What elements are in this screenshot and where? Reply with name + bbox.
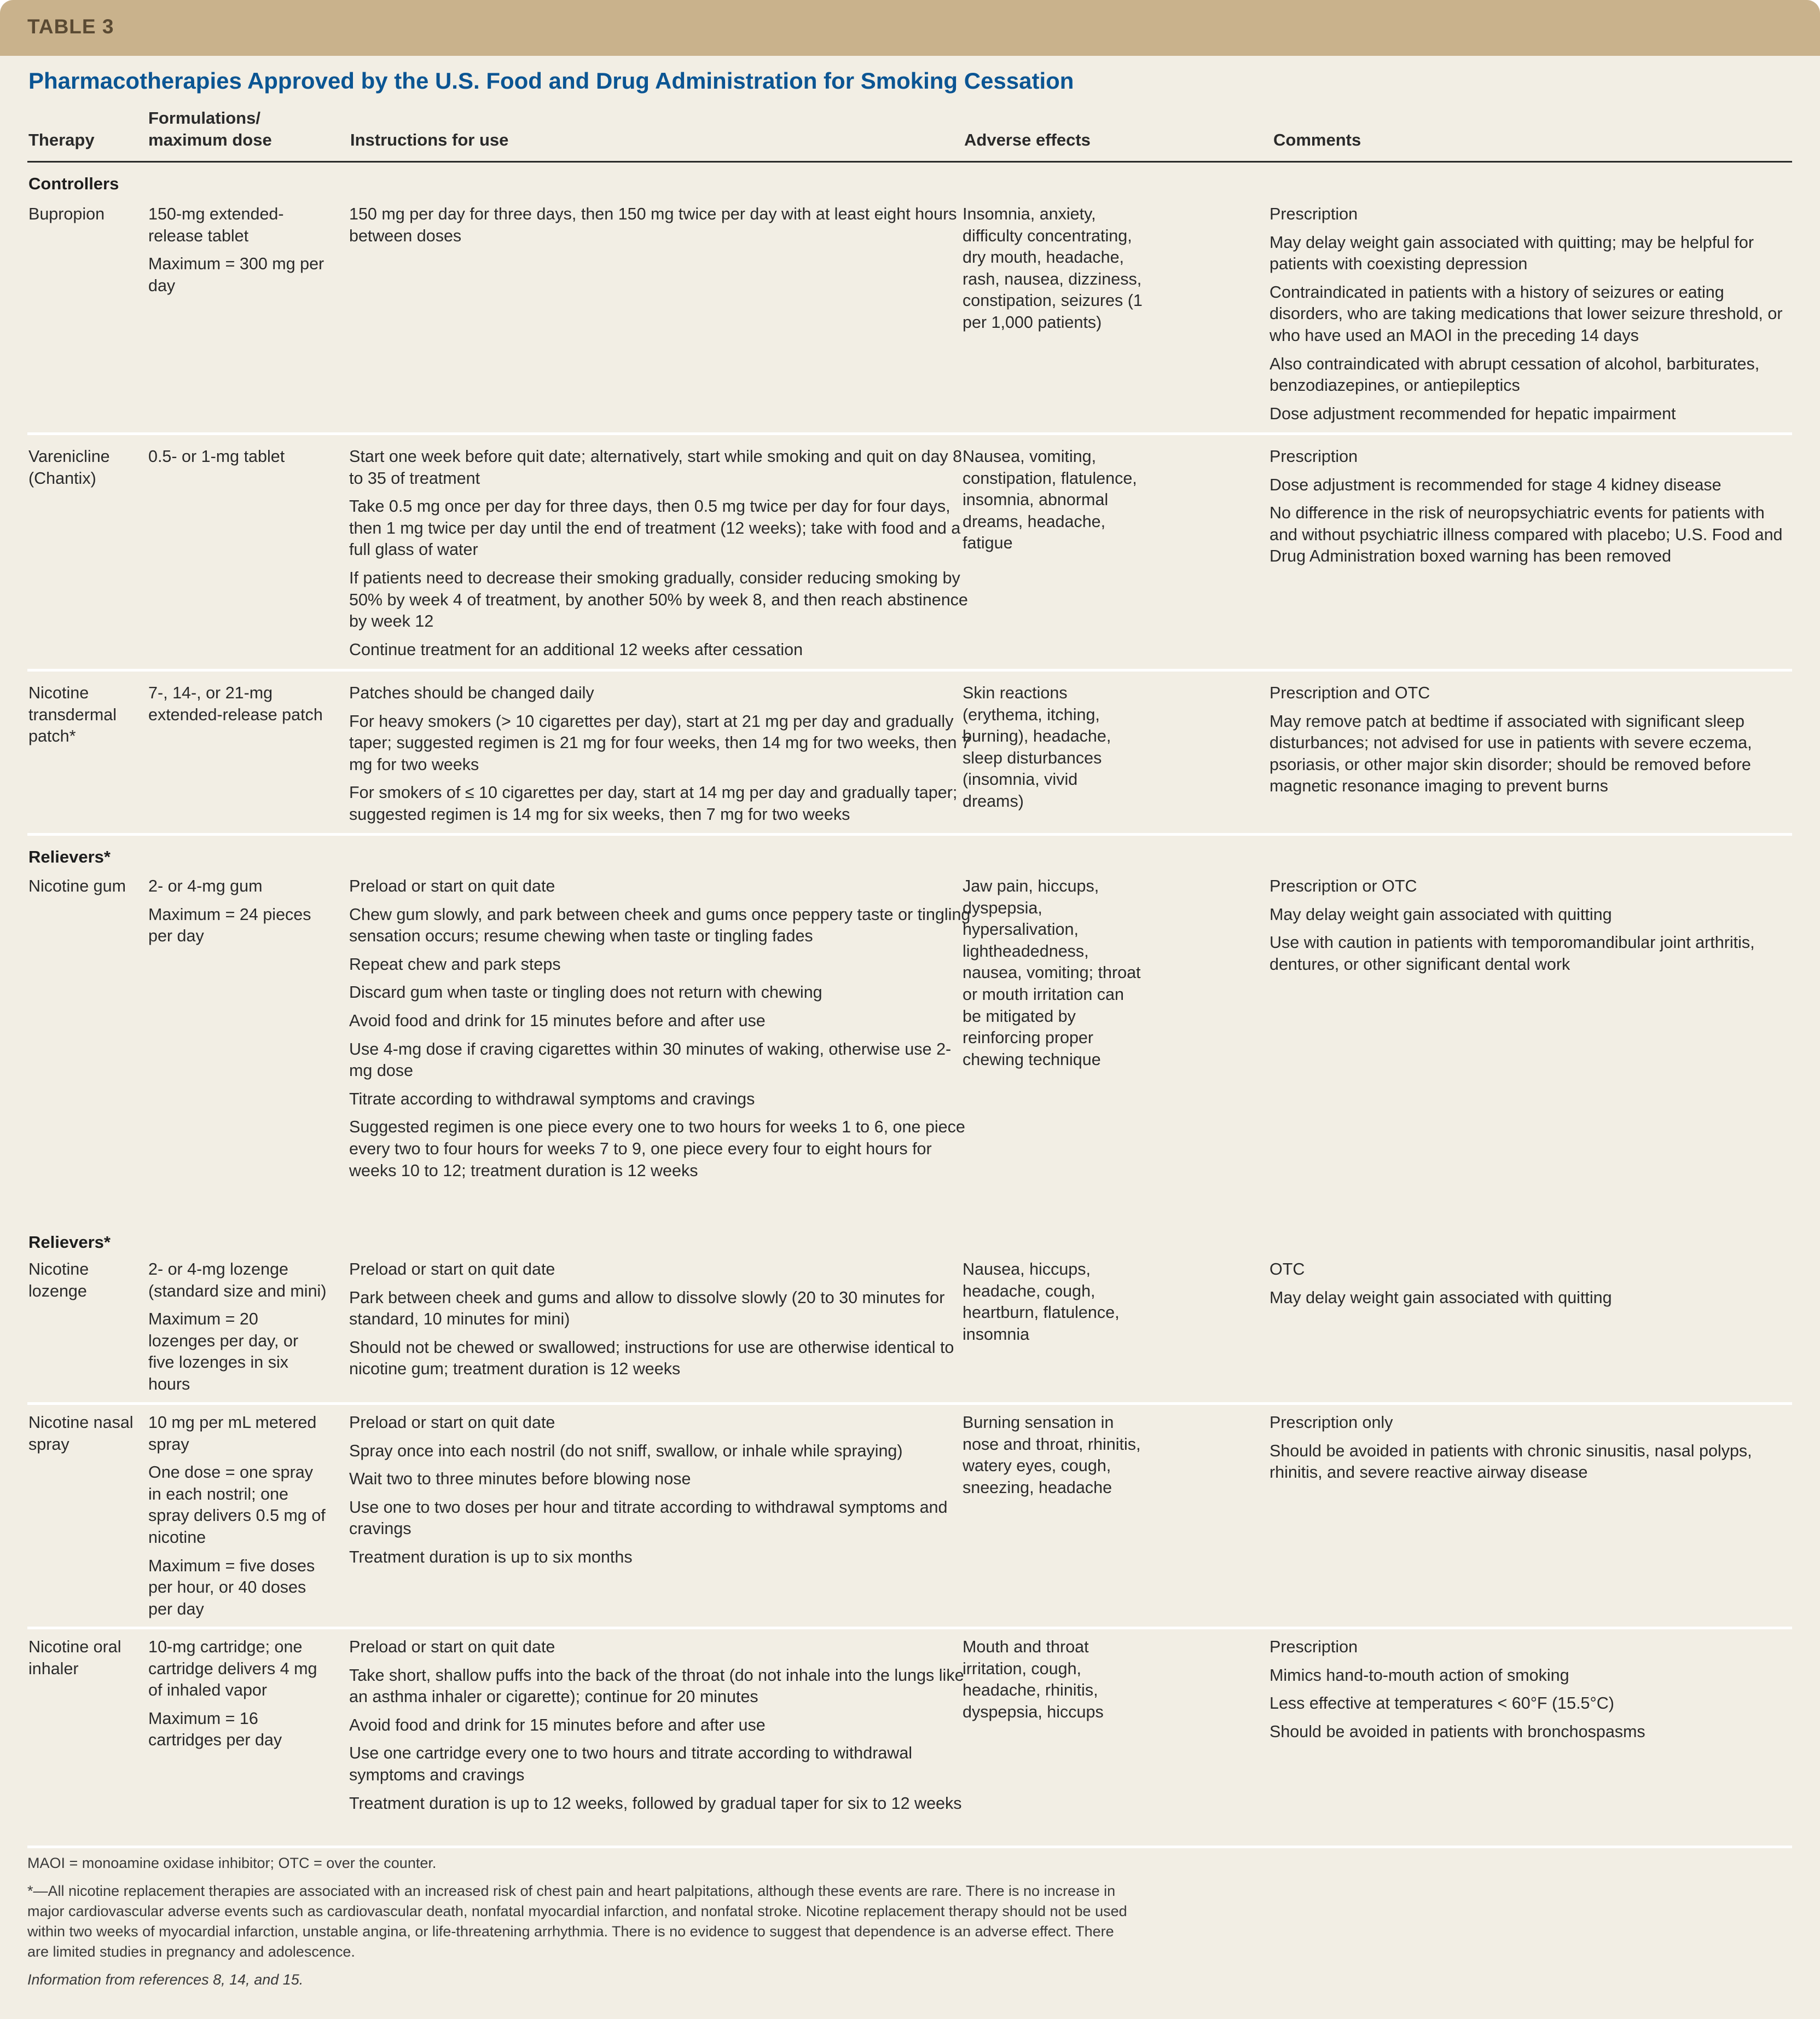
cell-text: Park between cheek and gums and allow to dissolve slowly (20 to 30 minutes for standard, 10 minutes for mini) <box>349 1288 945 1329</box>
row-divider <box>27 669 1792 672</box>
comments-cell <box>1270 1259 1790 1315</box>
cell-text: Jaw pain, hiccups, dyspepsia, hypersalivation, lightheadedness, nausea, vomiting; throat or mouth irritation can be mitigated by reinforcing proper chewing technique <box>963 877 1141 1069</box>
formulations-cell <box>148 1259 329 1402</box>
cell-text: Nicotine lozenge <box>28 1260 89 1300</box>
cell-text: Discard gum when taste or tingling does not return with chewing <box>349 983 822 1002</box>
row-divider <box>27 1846 1792 1848</box>
comments-cell <box>1270 1636 1790 1749</box>
group-relievers: Relievers* <box>28 847 111 866</box>
cell-text: May delay weight gain associated with quitting <box>1270 905 1612 924</box>
cell-text: Dose adjustment is recommended for stage 4 kidney disease <box>1270 475 1722 494</box>
footnote-asterisk: *—All nicotine replacement therapies are associated with an increased risk of chest pain and heart palpitations, although these events are rare. There is no increase in major cardiovascular adverse events such as cardiovascular death, nonfatal myocardial infarction, and nonfatal stroke. Nicotine replacement therapy should not be used within two weeks of myocardial infarction, unstable angina, or life-threatening arrhythmia. There is no evidence to suggest that dependence is an adverse effect. There are limited studies in pregnancy and adolescence. <box>27 1883 1127 1960</box>
cell-text: Patches should be changed daily <box>349 684 594 702</box>
cell-text: Also contraindicated with abrupt cessation of alcohol, barbiturates, benzodiazepines, or antiepileptics <box>1270 354 1760 395</box>
cell-text: 150 mg per day for three days, then 150 mg twice per day with at least eight hours between doses <box>349 205 957 245</box>
header-instructions: Instructions for use <box>350 130 509 149</box>
formulations-cell <box>148 446 329 475</box>
therapy-cell <box>28 682 138 748</box>
cell-text: For heavy smokers (> 10 cigarettes per day), start at 21 mg per day and gradually taper; suggested regimen is 21 mg for four weeks, then 14 mg for two weeks, then 7 mg for two weeks <box>349 711 971 774</box>
header-rule <box>27 161 1792 163</box>
cell-text: Varenicline (Chantix) <box>28 447 110 488</box>
formulations-cell <box>148 1636 329 1758</box>
cell-text: Nausea, vomiting, constipation, flatulence, insomnia, abnormal dreams, headache, fatigue <box>963 447 1137 553</box>
formulations-cell <box>148 682 329 732</box>
comments-cell <box>1270 446 1790 574</box>
row-divider <box>27 432 1792 435</box>
cell-text: Contraindicated in patients with a history of seizures or eating disorders, who are taking medications that lower seizure threshold, or who have used an MAOI in the preceding 14 days <box>1270 282 1783 345</box>
instructions-cell <box>349 1636 973 1821</box>
cell-text: If patients need to decrease their smoking gradually, consider reducing smoking by 50% by week 4 of treatment, by another 50% by week 8, and then reach abstinence by week 12 <box>349 568 968 631</box>
cell-text: Preload or start on quit date <box>349 1638 555 1656</box>
cell-text: Maximum = 24 pieces per day <box>148 905 311 946</box>
cell-text: Chew gum slowly, and park between cheek and gums once peppery taste or tingling sensation occurs; resume chewing when taste or tingling fades <box>349 905 971 946</box>
instructions-cell <box>349 204 973 253</box>
therapy-cell <box>28 204 138 225</box>
cell-text: One dose = one spray in each nostril; one spray delivers 0.5 mg of nicotine <box>148 1463 326 1547</box>
instructions-cell <box>349 1412 973 1575</box>
cell-text: Nicotine gum <box>28 877 126 895</box>
instructions-cell <box>349 682 973 832</box>
row-divider <box>27 1402 1792 1405</box>
cell-text: Preload or start on quit date <box>349 1413 555 1432</box>
cell-text: 10-mg cartridge; one cartridge delivers 4 mg of inhaled vapor <box>148 1638 317 1700</box>
formulations-cell <box>148 1412 329 1627</box>
cell-text: Avoid food and drink for 15 minutes before and after use <box>349 1715 766 1734</box>
cell-text: Nicotine transdermal patch* <box>28 684 117 746</box>
comments-cell <box>1270 1412 1790 1490</box>
header-formulations: Formulations/ maximum dose <box>148 108 272 149</box>
cell-text: Use one cartridge every one to two hours and titrate according to withdrawal symptoms and cravings <box>349 1744 913 1784</box>
cell-text: Should not be chewed or swallowed; instructions for use are otherwise identical to nicotine gum; treatment duration is 12 weeks <box>349 1338 954 1379</box>
cell-text: OTC <box>1270 1260 1305 1278</box>
cell-text: Suggested regimen is one piece every one to two hours for weeks 1 to 6, one piece every two to four hours for weeks 7 to 9, one piece every four to eight hours for weeks 10 to 12; treatment duration is 12 weeks <box>349 1118 965 1180</box>
cell-text: Maximum = five doses per hour, or 40 doses per day <box>148 1556 315 1618</box>
therapy-cell <box>28 1259 138 1302</box>
footnote-abbreviations: MAOI = monoamine oxidase inhibitor; OTC = over the counter. <box>27 1855 437 1871</box>
group-controllers: Controllers <box>28 174 119 193</box>
cell-text: Use one to two doses per hour and titrate according to withdrawal symptoms and cravings <box>349 1497 948 1538</box>
cell-text: Prescription only <box>1270 1413 1393 1432</box>
cell-text: Wait two to three minutes before blowing nose <box>349 1470 691 1489</box>
cell-text: Mouth and throat irritation, cough, headache, rhinitis, dyspepsia, hiccups <box>963 1638 1104 1721</box>
cell-text: 0.5- or 1-mg tablet <box>148 447 285 466</box>
cell-text: 7-, 14-, or 21-mg extended-release patch <box>148 684 323 724</box>
header-comments: Comments <box>1273 130 1361 149</box>
cell-text: Should be avoided in patients with bronchospasms <box>1270 1722 1645 1741</box>
cell-text: Prescription or OTC <box>1270 877 1417 895</box>
cell-text: Maximum = 20 lozenges per day, or five lozenges in six hours <box>148 1310 299 1393</box>
cell-text: Titrate according to withdrawal symptoms and cravings <box>349 1089 755 1108</box>
comments-cell <box>1270 204 1790 431</box>
adverse-effects-cell <box>963 1412 1143 1499</box>
cell-text: Prescription <box>1270 1638 1358 1656</box>
cell-text: Prescription and OTC <box>1270 684 1430 702</box>
adverse-effects-cell <box>963 204 1143 334</box>
cell-text: Take 0.5 mg once per day for three days, then 0.5 mg twice per day for four days, then 1 mg twice per day until the end of treatment (12 weeks); take with food and a full glass of water <box>349 497 961 559</box>
cell-text: Maximum = 16 cartridges per day <box>148 1709 282 1750</box>
cell-text: Dose adjustment recommended for hepatic impairment <box>1270 404 1676 423</box>
therapy-cell <box>28 1412 138 1455</box>
cell-text: 2- or 4-mg gum <box>148 877 263 895</box>
adverse-effects-cell <box>963 682 1143 813</box>
cell-text: Prescription <box>1270 205 1358 223</box>
footnote-source: Information from references 8, 14, and 15. <box>27 1971 304 1988</box>
header-therapy: Therapy <box>28 130 95 149</box>
cell-text: Use with caution in patients with temporomandibular joint arthritis, dentures, or other significant dental work <box>1270 933 1755 974</box>
cell-text: No difference in the risk of neuropsychiatric events for patients with and without psychiatric illness compared with placebo; U.S. Food and Drug Administration boxed warning has been removed <box>1270 504 1783 566</box>
cell-text: Mimics hand-to-mouth action of smoking <box>1270 1665 1569 1685</box>
cell-text: 150-mg extended-release tablet <box>148 205 284 245</box>
table-label-bar <box>0 0 1820 56</box>
footnotes <box>27 1853 1133 1998</box>
therapy-cell <box>28 446 138 489</box>
cell-text: Repeat chew and park steps <box>349 954 561 974</box>
cell-text: Preload or start on quit date <box>349 1260 555 1278</box>
cell-text: Treatment duration is up to six months <box>349 1547 633 1566</box>
cell-text: May remove patch at bedtime if associated with significant sleep disturbances; not advised for use in patients with severe eczema, psoriasis, or other major skin disorder; should be removed before magnetic resonance imaging to prevent burns <box>1270 711 1752 796</box>
instructions-cell <box>349 1259 973 1387</box>
cell-text: Less effective at temperatures < 60°F (15.5°C) <box>1270 1694 1614 1713</box>
cell-text: Maximum = 300 mg per day <box>148 254 324 295</box>
comments-cell <box>1270 682 1790 804</box>
cell-text: Nicotine oral inhaler <box>28 1638 121 1678</box>
adverse-effects-cell <box>963 446 1143 554</box>
adverse-effects-cell <box>963 1636 1143 1723</box>
cell-text: Spray once into each nostril (do not sniff, swallow, or inhale while spraying) <box>349 1441 903 1460</box>
cell-text: Treatment duration is up to 12 weeks, followed by gradual taper for six to 12 weeks <box>349 1794 962 1813</box>
cell-text: Continue treatment for an additional 12 weeks after cessation <box>349 640 803 659</box>
group-relievers: Relievers* <box>28 1233 111 1252</box>
formulations-cell <box>148 876 329 954</box>
cell-text: Avoid food and drink for 15 minutes before and after use <box>349 1011 766 1030</box>
cell-text: Bupropion <box>28 205 105 223</box>
instructions-cell <box>349 876 973 1188</box>
cell-text: May delay weight gain associated with quitting; may be helpful for patients with coexisting depression <box>1270 233 1754 274</box>
cell-text: Use 4-mg dose if craving cigarettes within 30 minutes of waking, otherwise use 2-mg dose <box>349 1039 952 1080</box>
adverse-effects-cell <box>963 1259 1143 1345</box>
adverse-effects-cell <box>963 876 1143 1071</box>
table-title: Pharmacotherapies Approved by the U.S. Food and Drug Administration for Smoking Cessation <box>28 68 1074 94</box>
cell-text: For smokers of ≤ 10 cigarettes per day, start at 14 mg per day and gradually taper; suggested regimen is 14 mg for six weeks, then 7 mg for two weeks <box>349 783 958 824</box>
cell-text: Nausea, hiccups, headache, cough, heartburn, flatulence, insomnia <box>963 1260 1120 1344</box>
cell-text: Skin reactions (erythema, itching, burning), headache, sleep disturbances (insomnia, vivid dreams) <box>963 684 1111 811</box>
cell-text: Insomnia, anxiety, difficulty concentrating, dry mouth, headache, rash, nausea, dizziness, constipation, seizures (1 per 1,000 patients) <box>963 205 1143 332</box>
row-divider <box>27 833 1792 836</box>
table-label: TABLE 3 <box>27 15 114 38</box>
header-adverse-effects: Adverse effects <box>964 130 1091 149</box>
therapy-cell <box>28 1636 138 1680</box>
comments-cell <box>1270 876 1790 982</box>
cell-text: Preload or start on quit date <box>349 877 555 895</box>
cell-text: Nicotine nasal spray <box>28 1413 134 1454</box>
cell-text: May delay weight gain associated with quitting <box>1270 1288 1612 1307</box>
cell-text: Take short, shallow puffs into the back of the throat (do not inhale into the lungs like an asthma inhaler or cigarette); continue for 20 minutes <box>349 1665 964 1706</box>
cell-text: Start one week before quit date; alternatively, start while smoking and quit on day 8 to 35 of treatment <box>349 447 963 488</box>
row-divider <box>27 1627 1792 1629</box>
cell-text: Should be avoided in patients with chronic sinusitis, nasal polyps, rhinitis, and severe reactive airway disease <box>1270 1441 1752 1482</box>
cell-text: 2- or 4-mg lozenge (standard size and mini) <box>148 1260 327 1300</box>
instructions-cell <box>349 446 973 667</box>
cell-text: Burning sensation in nose and throat, rhinitis, watery eyes, cough, sneezing, headache <box>963 1413 1141 1497</box>
therapy-cell <box>28 876 138 898</box>
cell-text: 10 mg per mL metered spray <box>148 1413 317 1454</box>
formulations-cell <box>148 204 329 303</box>
cell-text: Prescription <box>1270 447 1358 466</box>
